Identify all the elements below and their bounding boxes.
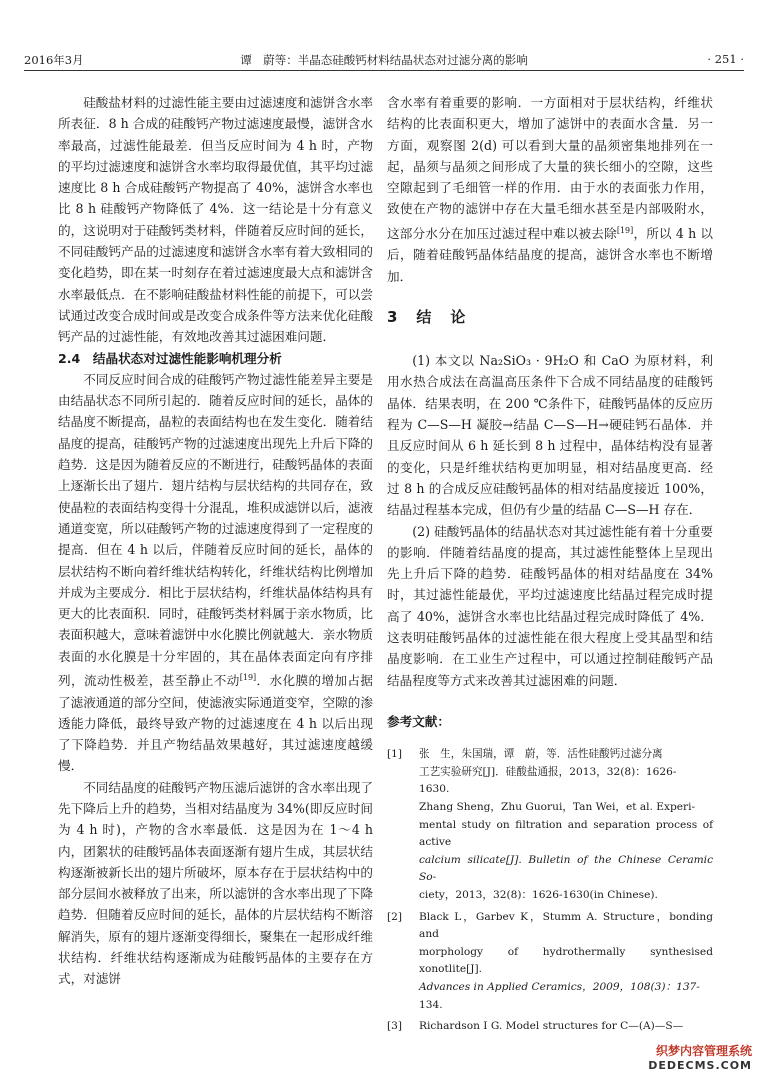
watermark-line-1: 织梦内容管理系统 (655, 1044, 752, 1058)
reference-line: 工艺实验研究[J]．硅酸盐通报，2013，32(8)：1626- (419, 765, 677, 778)
paragraph-filtration-performance: 硅酸盐材料的过滤性能主要由过滤速度和滤饼含水率所表征．8 h 合成的硅酸钙产物过滤速度最慢，滤饼含水率最高，过滤性能最差．但当反应时间为 4 h 时，产物的平均过滤速度和滤饼含水率均取得最优值，其平均过滤速度比 8 h 合成硅酸钙产物提高了 40%，滤饼含水率也比 8 h 硅酸钙产物降低了 4%．这一结论是十分有意义的，这说明对于硅酸钙类材料，伴随着反应时间的延长，不同硅酸钙产品的过滤速度和滤饼含水率有着大致相同的变化趋势，即在某一时刻存在着过滤速度最大点和滤饼含水率最低点．在不影响硅酸盐材料性能的前提下，可以尝试通过改变合成时间或是改变合成条件等方法来优化硅酸钙产品的过滤性能，有效地改善其过滤困难问题． (58, 95, 373, 345)
reference-item-3 (387, 1018, 713, 1036)
paragraph-moisture-continued (387, 92, 713, 287)
reference-number: [2] (387, 910, 403, 923)
citation-19-right[interactable]: [19] (616, 225, 634, 235)
reference-line: ciety，2013，32(8)：1626-1630(in Chinese). (419, 888, 658, 901)
reference-number: [1] (387, 748, 403, 761)
paragraph-moisture-text-a: 含水率有着重要的影响．一方面相对于层状结构，纤维状结构的比表面积更大，增加了滤饼中的表面水含量．另一方面，观察图 2(d) 可以看到大量的晶须密集地排列在一起，晶须与晶须之间形成了大量的狭长细小的空隙，这些空隙起到了毛细管一样的作用．由于水的表面张力作用，致使在产物的滤饼中存在大量毛细水甚至是内部吸附水，这部分水分在加压过滤过程中难以被去除 (387, 95, 713, 241)
reference-line: mental study on filtration and separation process of active (419, 818, 713, 849)
conclusion-point-1: (1) 本文以 Na₂SiO₃ · 9H₂O 和 CaO 为原材料，利用水热合成法在高温高压条件下合成不同结晶度的硅酸钙晶体．结果表明，在 200 ℃条件下，硅酸钙晶体的反应历程为 C—S—H 凝胶→结晶 C—S—H→硬硅钙石晶体．并且反应时间从 6 h 延长到 8 h 过程中，晶体结构没有显著的变化，只是纤维状结构更加明显，相对结晶度更高．经过 8 h 的合成反应硅酸钙晶体的相对结晶度接近 100%，结晶过程基本完成，但仍有少量的结晶 C—S—H 存在． (387, 353, 713, 518)
reference-line: morphology of hydrothermally synthesised xonotlite[J]. (419, 945, 713, 976)
paragraph-moisture-content: 不同结晶度的硅酸钙产物压滤后滤饼的含水率出现了先下降后上升的趋势，当相对结晶度为 34%(即反应时间为 4 h 时)，产物的含水率最低．这是因为在 1～4 h 内，团絮状的硅酸钙晶体表面逐渐有翅片生成，其层状结构逐渐被新长出的翅片所破坏，原本存在于层状结构中的部分层间水被释放了出来，所以滤饼的含水率出现了下降趋势．但随着反应时间的延长，晶体的片层状结构不断溶解消失，原有的翅片逐渐变得细长，聚集在一起形成纤维状结构．纤维状结构逐渐成为硅酸钙晶体的主要存在方式，对滤饼 (58, 779, 373, 987)
reference-line: 张 生，朱国瑞，谭 蔚，等．活性硅酸钙过滤分离 (419, 748, 663, 761)
header-date: 2016年3月 (24, 53, 84, 67)
running-header (24, 50, 744, 71)
reference-line: 1630. (419, 783, 450, 796)
reference-line: 134. (419, 998, 443, 1011)
subsection-2-4-title: 2.4 结晶状态对过滤性能影响机理分析 (58, 350, 282, 366)
reference-line: Advances in Applied Ceramics，2009，108(3)：137- (419, 980, 700, 993)
reference-item-1 (387, 746, 713, 904)
site-watermark (648, 1042, 752, 1072)
reference-line: Zhang Sheng，Zhu Guorui，Tan Wei，et al. Experi- (419, 800, 696, 813)
citation-19[interactable]: [19] (239, 673, 257, 683)
paragraph-mechanism-analysis (58, 369, 373, 777)
section-3-conclusion-title: 3 结 论 (387, 307, 468, 326)
paragraph-mechanism-text-b: ．水化膜的增加占据了滤液通道的部分空间，使滤液实际通道变窄，空隙的渗透能力降低，最终导致产物的过滤速度在 4 h 以后出现了下降趋势．并且产物结晶效果越好，其过滤速度越缓慢． (58, 673, 374, 774)
reference-number: [3] (387, 1020, 403, 1033)
references-title: 参考文献： (387, 713, 450, 729)
reference-item-2 (387, 909, 713, 1015)
reference-line: Richardson I G. Model structures for C—(A)—S— (419, 1020, 684, 1033)
right-column (387, 92, 713, 1040)
left-column (58, 92, 373, 990)
paragraph-mechanism-text-a: 不同反应时间合成的硅酸钙产物过滤性能差异主要是由结晶状态不同所引起的．随着反应时间的延长，晶体的结晶度不断提高，晶粒的表面结构也在发生变化．随着结晶度的提高，硅酸钙产物的过滤速度出现先上升后下降的趋势．这是因为随着反应的不断进行，硅酸钙晶体的表面上逐渐长出了翅片．翅片结构与层状结构的共同存在，致使晶粒的表面结构变得十分混乱，堆积成滤饼以后，滤液通道变宽，所以硅酸钙产物的过滤速度得到了一定程度的提高．但在 4 h 以后，伴随着反应时间的延长，晶体的层状结构不断向着纤维状结构转化，纤维状结构比例增加并成为主要成分．相比于层状结构，纤维状晶体结构具有更大的比表面积．同时，硅酸钙类材料属于亲水物质，比表面积越大，意味着滤饼中水化膜比例就越大．亲水物质表面的水化膜是十分牢固的，其在晶体表面定向有序排列，流动性极差，甚至静止不动 (58, 371, 373, 689)
paragraph-moisture-text-b: ，所以 4 h 以后，随着硅酸钙晶体结晶度的提高，滤饼含水率也不断增加． (387, 225, 713, 284)
conclusion-point-2: (2) 硅酸钙晶体的结晶状态对其过滤性能有着十分重要的影响．伴随着结晶度的提高，其过滤性能整体上呈现出先上升后下降的趋势．硅酸钙晶体的相对结晶度在 34% 时，其过滤性能最优，平均过滤速度比结晶过程完成时提高了 40%，滤饼含水率也比结晶过程完成时降低了 4%．这表明硅酸钙晶体的过滤性能在很大程度上受其晶型和结晶度影响．在工业生产过程中，可以通过控制硅酸钙产品结晶程度等方式来改善其过滤困难的问题． (387, 523, 713, 688)
header-page-number: · 251 · (707, 52, 744, 66)
header-title: 谭 蔚等：半晶态硅酸钙材料结晶状态对过滤分离的影响 (240, 53, 528, 67)
reference-line: calcium silicate[J]. Bulletin of the Chinese Ceramic So- (419, 853, 713, 884)
reference-line: Black L，Garbev K，Stumm A. Structure，bonding and (419, 910, 713, 941)
watermark-line-2: DEDECMS.COM (648, 1059, 752, 1072)
reference-list (387, 746, 713, 1036)
